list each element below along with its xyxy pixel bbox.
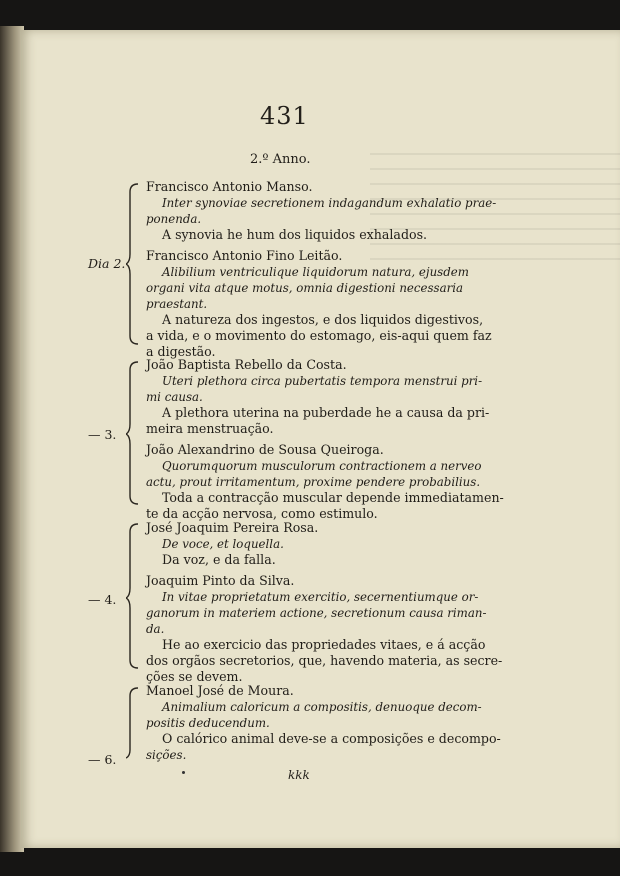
portuguese-line: a digestão. bbox=[146, 344, 216, 359]
brace bbox=[126, 360, 138, 506]
latin-line: In vitae proprietatum exercitio, secernentiumque or- bbox=[162, 590, 479, 604]
group-label-6: — 6. bbox=[88, 752, 117, 767]
latin-line: positis deducendum. bbox=[146, 716, 270, 730]
latin-line: Inter synoviae secretionem indagandum exhalatio prae- bbox=[162, 196, 497, 210]
latin-line: praestant. bbox=[146, 297, 208, 311]
entry-name: Joaquim Pinto da Silva. bbox=[146, 573, 295, 588]
portuguese-line: te da acção nervosa, como estimulo. bbox=[146, 506, 378, 521]
latin-line: ganorum in materiem actione, secretionum causa riman- bbox=[146, 606, 487, 620]
latin-line: actu, prout irritamentum, proxime pendere probabilius. bbox=[146, 475, 481, 489]
portuguese-line: Toda a contracção muscular depende immediatamen- bbox=[162, 490, 504, 505]
group-label-3: — 3. bbox=[88, 427, 117, 442]
latin-line: da. bbox=[146, 622, 165, 636]
portuguese-line: A natureza dos ingestos, e dos liquidos digestivos, bbox=[162, 312, 484, 327]
latin-line: Quorumquorum musculorum contractionem a nerveo bbox=[162, 459, 482, 473]
ink-dot bbox=[182, 771, 185, 774]
latin-line: De voce, et loquella. bbox=[162, 537, 284, 551]
group-label-dia-2: Dia 2. bbox=[88, 256, 126, 271]
entry-name: Francisco Antonio Manso. bbox=[146, 179, 313, 194]
entry-name: Manoel José de Moura. bbox=[146, 683, 294, 698]
portuguese-line: a vida, e o movimento do estomago, eis-aqui quem faz bbox=[146, 328, 492, 343]
signature-mark: kkk bbox=[288, 768, 310, 782]
page-number: 431 bbox=[260, 102, 309, 130]
brace bbox=[126, 182, 138, 346]
portuguese-line: Da voz, e da falla. bbox=[162, 552, 276, 567]
brace bbox=[126, 522, 138, 670]
entry-name: João Alexandrino de Sousa Queiroga. bbox=[146, 442, 384, 457]
portuguese-line: A plethora uterina na puberdade he a causa da pri- bbox=[162, 405, 490, 420]
portuguese-line: sições. bbox=[146, 748, 187, 762]
portuguese-line: meira menstruação. bbox=[146, 421, 274, 436]
brace bbox=[126, 686, 138, 760]
portuguese-line: A synovia he hum dos liquidos exhalados. bbox=[162, 227, 428, 242]
group-label-4: — 4. bbox=[88, 592, 117, 607]
latin-line: Alibilium ventriculique liquidorum natura, ejusdem bbox=[162, 265, 469, 279]
entry-name: Francisco Antonio Fino Leitão. bbox=[146, 248, 343, 263]
entry-name: João Baptista Rebello da Costa. bbox=[146, 357, 347, 372]
portuguese-line: O calórico animal deve-se a composições e decompo- bbox=[162, 731, 501, 746]
latin-line: Animalium caloricum a compositis, denuoque decom- bbox=[162, 700, 482, 714]
year-heading: 2.º Anno. bbox=[250, 152, 311, 167]
entry-name: José Joaquim Pereira Rosa. bbox=[146, 520, 319, 535]
portuguese-line: ções se devem. bbox=[146, 669, 243, 684]
latin-line: ponenda. bbox=[146, 212, 202, 226]
portuguese-line: dos orgãos secretorios, que, havendo materia, as secre- bbox=[146, 653, 503, 668]
latin-line: mi causa. bbox=[146, 390, 203, 404]
portuguese-line: He ao exercicio das propriedades vitaes, e á acção bbox=[162, 637, 486, 652]
latin-line: Uteri plethora circa pubertatis tempora menstrui pri- bbox=[162, 374, 483, 388]
latin-line: organi vita atque motus, omnia digestioni necessaria bbox=[146, 281, 464, 295]
